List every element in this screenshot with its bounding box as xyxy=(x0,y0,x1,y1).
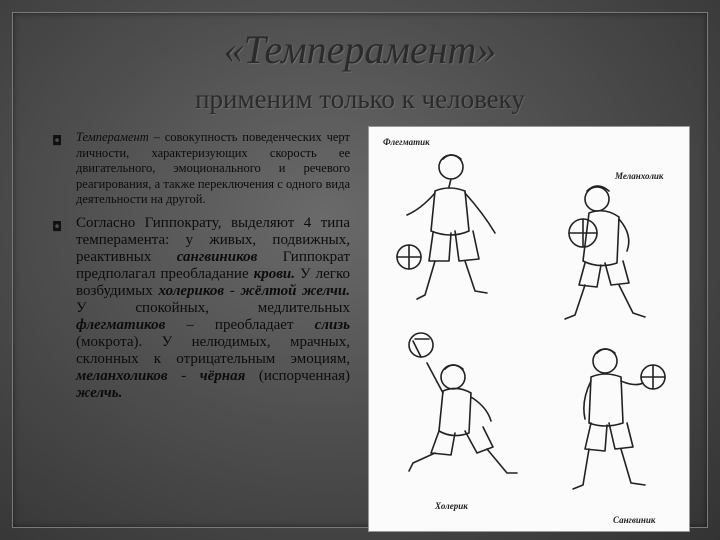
hippocrates-text-5: У спокойных, медлительных xyxy=(76,299,350,316)
hippocrates-text-8: - xyxy=(167,367,200,384)
hippocrates-text-1: Согласно Гиппократу, выделяют 4 типа темперамента: у живых, подвижных, реактивных xyxy=(76,214,350,265)
slide-subtitle: применим только к человеку xyxy=(195,84,525,114)
bullet-marker-icon: ◘ xyxy=(52,219,63,235)
term-melancholic: меланхоликов xyxy=(76,367,168,384)
hippocrates-text-9: (испорченная) xyxy=(245,367,350,384)
content-area xyxy=(50,130,350,402)
term-black: чёрная xyxy=(199,367,246,384)
term-yellow-bile: жёлтой желчи. xyxy=(240,282,350,299)
hippocrates-text-3: У легко возбудимых xyxy=(76,265,350,299)
term-bile: желчь. xyxy=(76,384,123,401)
term-phlegm: слизь xyxy=(314,316,350,333)
choleric-figure-drawing xyxy=(391,327,541,497)
hippocrates-text-7: (мокрота). У нелюдимых, мрачных, склонных к отрицательным эмоциям, xyxy=(76,333,350,367)
phlegmatic-figure-drawing xyxy=(389,147,529,317)
definition-text: – совокупность поведенческих черт личности, характеризующих скорость ее двигательного, эмоционального и речевого реагирования, а также переключения с одного вида деятельности на другой. xyxy=(76,130,350,206)
caption-melancholic: Меланхолик xyxy=(615,171,664,181)
term-choleric: холериков xyxy=(158,282,225,299)
caption-sanguine: Сангвиник xyxy=(613,515,656,525)
hippocrates-text-2: Гиппократ предполагал преобладание xyxy=(76,248,350,282)
sanguine-figure-drawing xyxy=(559,341,689,511)
temperaments-illustration xyxy=(368,126,690,532)
term-sanguine: сангвиников xyxy=(176,248,258,265)
term-phlegmatic: флегматиков xyxy=(76,316,166,333)
term-blood: крови. xyxy=(253,265,296,282)
slide-title: «Темперамент» xyxy=(223,27,497,72)
caption-phlegmatic: Флегматик xyxy=(383,137,430,147)
bullet-definition xyxy=(50,130,350,208)
hippocrates-text-6: – преобладает xyxy=(165,316,315,333)
hippocrates-text-4: - xyxy=(224,282,241,299)
bullet-hippocrates xyxy=(50,215,350,402)
caption-choleric: Холерик xyxy=(435,501,468,511)
melancholic-figure-drawing xyxy=(539,177,679,337)
term-temperament: Темперамент xyxy=(76,130,149,144)
bullet-marker-icon: ◘ xyxy=(52,134,63,149)
